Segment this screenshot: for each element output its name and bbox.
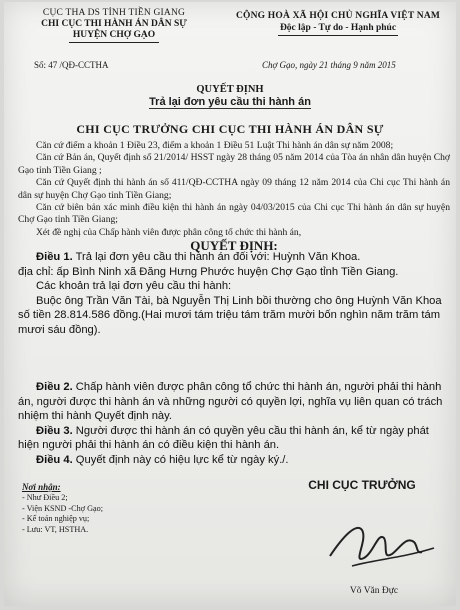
- article-3-text: Người được thi hành án có quyền yêu cầu thi hành án, kể từ ngày phát hiện người phải thi hành án có điều kiện thi hành án.: [18, 424, 429, 452]
- motto: Độc lập - Tự do - Hạnh phúc: [279, 23, 397, 33]
- national-motto: [222, 10, 454, 36]
- issue-date: Chợ Gạo, ngày 21 tháng 9 năm 2015: [262, 60, 396, 70]
- issuing-authority: CHI CỤC TRƯỞNG CHI CỤC THI HÀNH ÁN DÂN SỰ: [76, 122, 384, 136]
- document-number: Số: 47 /QĐ-CCTHA: [34, 60, 109, 70]
- agency-name: CHI CỤC THI HÀNH ÁN DÂN SỰ: [41, 19, 187, 29]
- article-4-label: Điều 4.: [36, 453, 73, 466]
- agency-header: [14, 8, 214, 43]
- recipient-item: - Như Điều 2;: [22, 492, 68, 502]
- basis-item: Xét đề nghị của Chấp hành viên được phân công tổ chức thi hành án,: [36, 226, 302, 238]
- article-3-label: Điều 3.: [36, 424, 73, 437]
- signer-title: CHI CỤC TRƯỞNG: [308, 478, 416, 492]
- subtitle-text: Trả lại đơn yêu cầu thi hành án: [149, 96, 311, 108]
- agency-district: HUYỆN CHỢ GẠO: [72, 30, 156, 40]
- header-divider: [69, 42, 159, 43]
- document-subtitle: [4, 96, 456, 108]
- recipient-item: - Lưu: VT, HSTHA.: [22, 525, 89, 535]
- article-1-address: địa chỉ: ấp Bình Ninh xã Đăng Hưng Phước huyện Chợ Gạo tỉnh Tiền Giang.: [18, 265, 399, 278]
- basis-item: Căn cứ Bản án, Quyết định số 21/2014/ HSST ngày 28 tháng 05 năm 2014 của Tòa án nhân dân huyện Chợ Gạo tỉnh Tiền Giang ;: [18, 152, 450, 176]
- basis-item: Căn cứ Quyết định thi hành án số 411/QĐ-CCTHA ngày 09 tháng 12 năm 2014 của Chi cục Thi hành án dân sự huyện Chợ Gạo tỉnh Tiền Giang;: [18, 177, 450, 201]
- articles-2-4: [18, 380, 450, 468]
- parent-agency: CỤC THA DS TỈNH TIỀN GIANG: [42, 8, 186, 18]
- motto-divider: [278, 35, 398, 36]
- article-2-text: Chấp hành viên được phân công tổ chức thi hành án, người phải thi hành án, người được thi hành án và những người có quyền lợi, nghĩa vụ liên quan có trách nhiệm thi hành Quyết định này.: [18, 381, 443, 423]
- article-1-text: Trả lại đơn yêu cầu thi hành án đối với: Huỳnh Văn Khoa.: [75, 251, 361, 263]
- recipients-block: [22, 482, 103, 536]
- legal-bases: [18, 140, 450, 253]
- signer-name: Võ Văn Đực: [349, 586, 399, 596]
- basis-item: Căn cứ điểm a khoản 1 Điều 23, điểm a khoản 1 Điều 51 Luật Thi hành án dân sự năm 2008;: [36, 140, 394, 151]
- recipient-item: - Viện KSND -Chợ Gạo;: [22, 503, 104, 513]
- article-2-label: Điều 2.: [36, 381, 73, 393]
- document-page: [4, 2, 456, 606]
- decision-heading: QUYẾT ĐỊNH:: [190, 238, 278, 254]
- article-1: [18, 250, 450, 338]
- article-1-item: Buộc ông Trần Văn Tài, bà Nguyễn Thị Linh bồi thường cho ông Huỳnh Văn Khoa số tiền 28.814.586 đồng.(Hai mươi tám triệu tám trăm mười bốn nghìn năm trăm tám mươi sáu đồng).: [18, 294, 442, 336]
- basis-item: Căn cứ biên bản xác minh điều kiện thi hành án ngày 04/03/2015 của Chi cục Thi hành án dân sự huyện Chợ Gạo tỉnh Tiền Giang;: [18, 202, 450, 226]
- article-1-label: Điều 1.: [36, 251, 73, 263]
- handwritten-signature: [322, 508, 442, 580]
- recipients-title: Nơi nhận:: [22, 482, 61, 492]
- document-title: QUYẾT ĐỊNH: [196, 84, 264, 95]
- article-4-text: Quyết định này có hiệu lực kể từ ngày ký./.: [75, 453, 289, 466]
- country-name: CỘNG HOÀ XÃ HỘI CHỦ NGHĨA VIỆT NAM: [235, 11, 441, 21]
- recipient-item: - Kế toán nghiệp vụ;: [22, 514, 90, 524]
- article-1-items-label: Các khoản trả lại đơn yêu cầu thi hành:: [36, 280, 232, 293]
